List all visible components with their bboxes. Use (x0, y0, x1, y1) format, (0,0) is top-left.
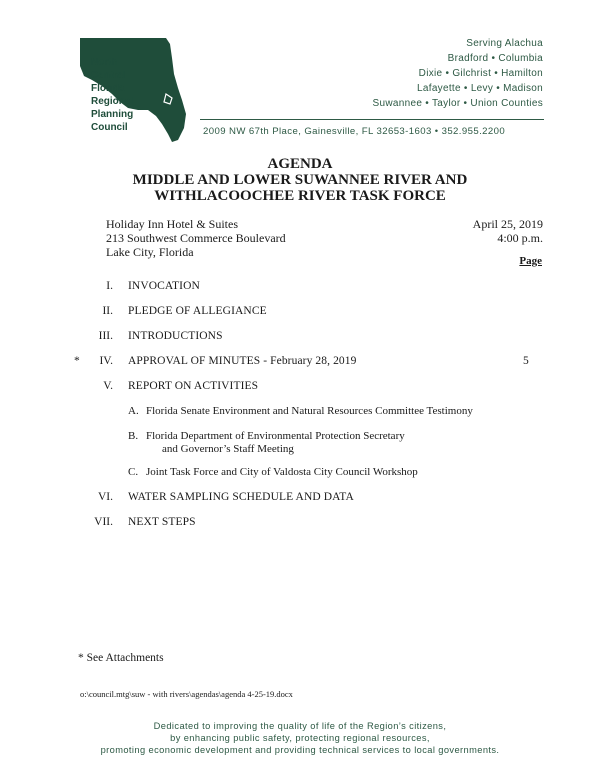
task-force-name-line1: MIDDLE AND LOWER SUWANNEE RIVER AND (132, 172, 468, 188)
agenda-item-pledge: PLEDGE OF ALLEGIANCE (128, 305, 267, 317)
meeting-time: 4:00 p.m. (497, 231, 543, 245)
subitem-letter: A. (128, 405, 139, 417)
county-list-line: Suwannee • Taylor • Union Counties (372, 98, 543, 109)
agenda-item-water-sampling: WATER SAMPLING SCHEDULE AND DATA (128, 491, 354, 503)
council-address: 2009 NW 67th Place, Gainesville, FL 32653-1603 • 352.955.2200 (203, 126, 506, 137)
agenda-item-next-steps: NEXT STEPS (128, 516, 196, 528)
meeting-date: April 25, 2019 (472, 217, 543, 231)
org-name-line: Central (91, 70, 126, 81)
letterhead-divider (200, 119, 544, 120)
agenda-item-number: VI. (97, 491, 113, 503)
footer-mission-line: by enhancing public safety, protecting regional resources, (170, 733, 430, 743)
county-list-line: Serving Alachua (466, 38, 543, 49)
agenda-item-number: VII. (94, 516, 113, 528)
agenda-title: AGENDA (267, 156, 333, 172)
document-filepath: o:\council.mtg\suw - with rivers\agendas\agenda 4-25-19.docx (80, 689, 293, 699)
page-number: 5 (523, 355, 529, 367)
agenda-item-report-on-activities: REPORT ON ACTIVITIES (128, 380, 259, 392)
task-force-name-line2: WITHLACOOCHEE RIVER TASK FORCE (154, 188, 446, 204)
agenda-item-number: I. (106, 280, 113, 292)
county-list-line: Bradford • Columbia (447, 53, 543, 64)
org-name-line: Planning (91, 109, 134, 120)
subitem-dep-secretary-meeting: Florida Department of Environmental Protection Secretary (146, 430, 405, 442)
agenda-item-introductions: INTRODUCTIONS (128, 330, 223, 342)
footer-mission-line: promoting economic development and providing technical services to local governments. (100, 745, 500, 755)
agenda-item-number: V. (103, 380, 113, 392)
subitem-senate-testimony: Florida Senate Environment and Natural Resources Committee Testimony (146, 405, 473, 417)
org-name-line: North (91, 57, 118, 68)
attachment-marker: * (74, 355, 80, 367)
org-name-line: Florida (91, 83, 125, 94)
agenda-item-number: III. (98, 330, 113, 342)
venue-city: Lake City, Florida (106, 245, 194, 259)
venue-name: Holiday Inn Hotel & Suites (106, 217, 238, 231)
subitem-letter: C. (128, 466, 139, 478)
agenda-item-invocation: INVOCATION (128, 280, 200, 292)
county-list-line: Lafayette • Levy • Madison (417, 83, 543, 94)
footer-mission-line: Dedicated to improving the quality of life of the Region’s citizens, (153, 721, 447, 731)
page-column-header: Page (519, 255, 542, 267)
org-name-line: Council (91, 122, 128, 133)
org-name-line: Regional (91, 96, 134, 107)
see-attachments-note: * See Attachments (78, 652, 164, 664)
subitem-dep-secretary-meeting-cont: and Governor’s Staff Meeting (162, 443, 294, 455)
county-list-line: Dixie • Gilchrist • Hamilton (418, 68, 543, 79)
subitem-valdosta-workshop: Joint Task Force and City of Valdosta City Council Workshop (146, 466, 418, 478)
venue-street: 213 Southwest Commerce Boulevard (106, 231, 286, 245)
agenda-item-approval-of-minutes: APPROVAL OF MINUTES - February 28, 2019 (128, 355, 357, 367)
subitem-letter: B. (128, 430, 139, 442)
agenda-item-number: IV. (99, 355, 113, 367)
agenda-item-number: II. (102, 305, 113, 317)
